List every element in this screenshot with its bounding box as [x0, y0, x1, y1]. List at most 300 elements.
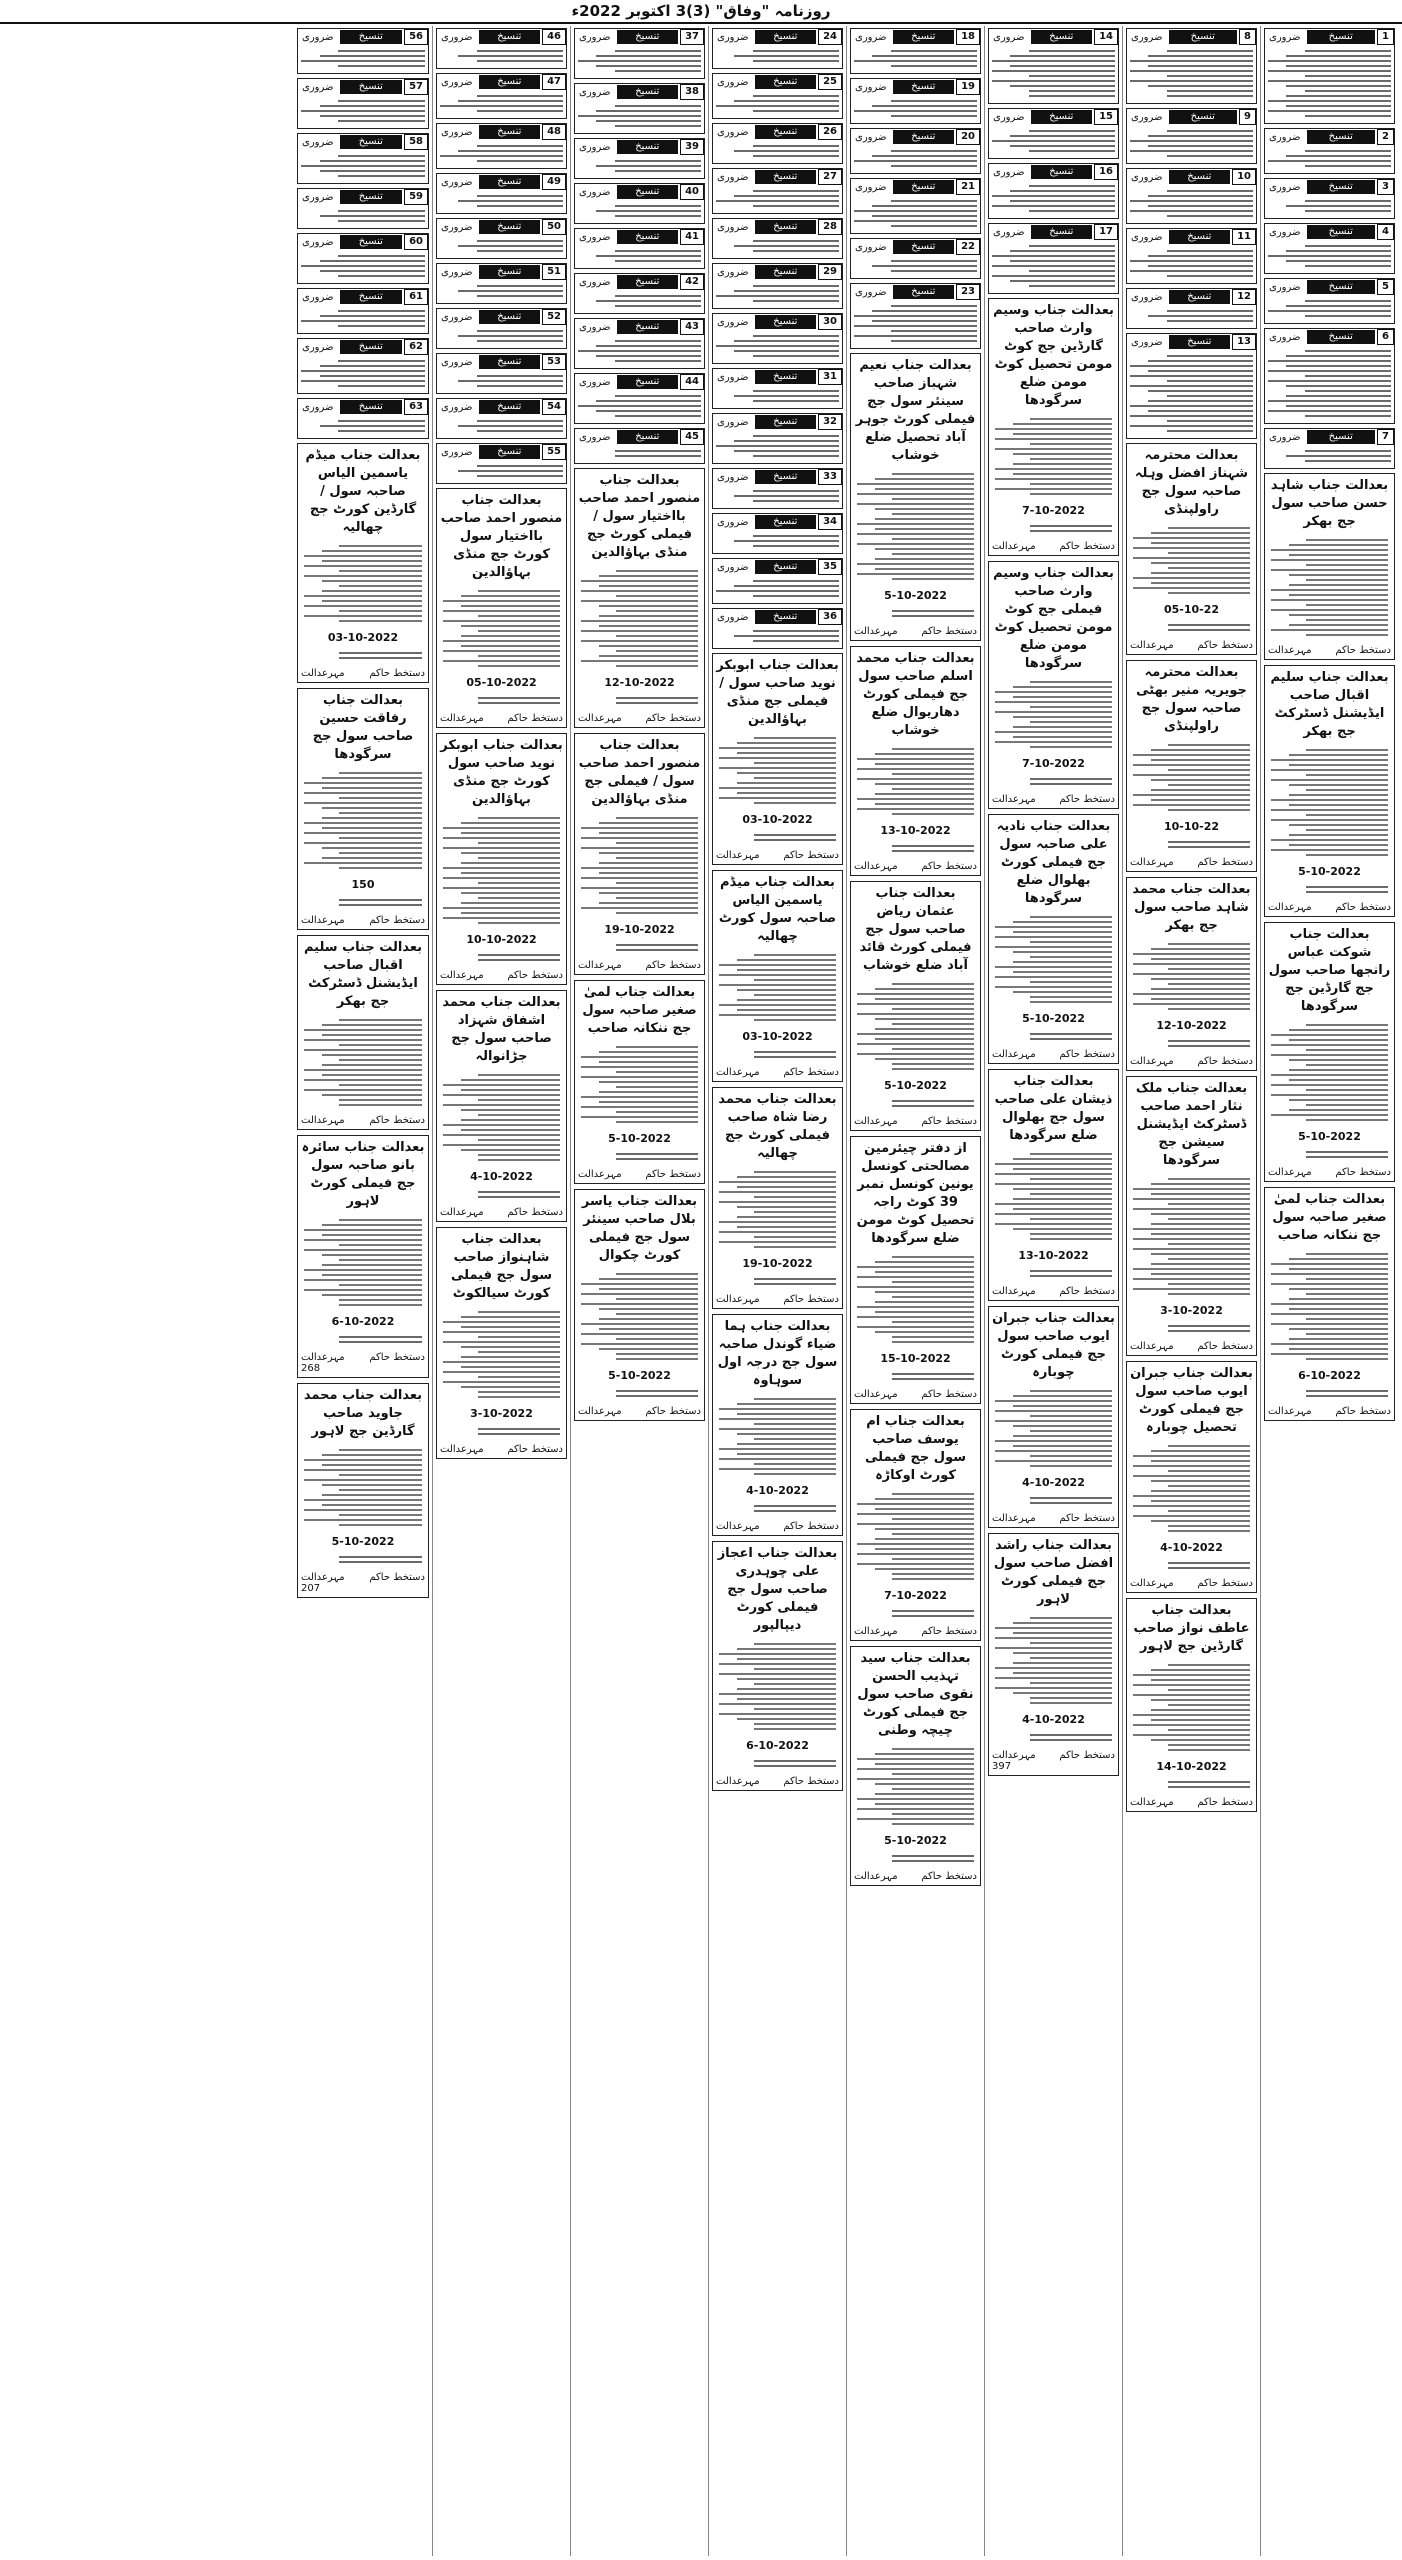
text-line: [1130, 270, 1253, 272]
text-line: [1168, 809, 1250, 811]
text-line: [338, 175, 425, 177]
text-line: [875, 1528, 974, 1530]
text-line: [477, 195, 563, 197]
text-line: [995, 1400, 1112, 1402]
text-line: [1289, 824, 1388, 826]
ad-label: تنسیخ: [1307, 330, 1376, 344]
text-line: [857, 1818, 974, 1820]
text-line: [1168, 1485, 1250, 1487]
text-line: [458, 245, 563, 247]
text-lines: [298, 250, 428, 283]
text-line: [599, 585, 698, 587]
text-lines: [992, 911, 1115, 1009]
notice-body: [716, 732, 839, 810]
ad-number: 1: [1377, 29, 1394, 45]
text-line: [1151, 532, 1250, 534]
text-line: [1133, 1465, 1250, 1467]
ad-label: تنسیخ: [755, 220, 817, 234]
text-line: [339, 867, 422, 869]
text-line: [875, 1568, 974, 1570]
text-line: [320, 115, 425, 117]
text-line: [443, 907, 560, 909]
text-line: [581, 1056, 698, 1058]
text-line: [304, 595, 422, 597]
text-line: [1306, 1278, 1388, 1280]
text-line: [995, 1450, 1112, 1452]
judge-signature: دستخط حاکم: [645, 960, 701, 971]
court-notice: [1126, 877, 1257, 1071]
text-line: [478, 1154, 560, 1156]
classified-ad: [1264, 428, 1395, 469]
text-line: [857, 1543, 974, 1545]
notice-title: بعدالت جناب نادیہ علی صاحبہ سول جج فیملی کورٹ بھلوال ضلع سرگودھا: [996, 819, 1111, 906]
text-line: [339, 1084, 422, 1086]
text-lines: [301, 767, 425, 875]
text-line: [1030, 1697, 1112, 1699]
text-line: [322, 807, 422, 809]
text-line: [1167, 250, 1253, 252]
text-line: [1306, 1395, 1388, 1397]
classified-ad: [436, 443, 567, 484]
text-line: [753, 435, 839, 437]
text-line: [581, 1096, 698, 1098]
text-lines: [437, 235, 566, 258]
notice-title: بعدالت جناب منصور احمد صاحب سول / فیملی جج منڈی بہاؤالدین: [578, 738, 701, 807]
text-line: [1289, 1288, 1388, 1290]
text-line: [338, 220, 425, 222]
signature-row: [716, 1776, 839, 1787]
text-line: [995, 1667, 1112, 1669]
text-line: [616, 912, 698, 914]
text-line: [875, 568, 974, 570]
text-line: [734, 55, 839, 57]
text-line: [599, 1061, 698, 1063]
text-line: [461, 1119, 560, 1121]
text-line: [301, 320, 425, 322]
notice-title: بعدالت جناب سید تہذیب الحسن نقوی صاحب سول جج فیملی کورٹ چیچہ وطنی: [857, 1651, 974, 1738]
ad-label-alt: ضروری: [717, 266, 749, 278]
text-line: [737, 959, 836, 961]
text-line: [753, 400, 839, 402]
ad-label-alt: ضروری: [1269, 31, 1301, 43]
text-line: [1268, 70, 1391, 72]
text-line: [458, 200, 563, 202]
notice-title: بعدالت جناب ملک نثار احمد صاحب ڈسٹرکٹ ایڈیشنل سیشن جج سرگودھا: [1135, 1081, 1248, 1168]
text-line: [322, 1294, 422, 1296]
ad-number: 21: [956, 179, 980, 195]
text-line: [1168, 1781, 1250, 1783]
judge-signature: دستخط حاکم: [783, 1294, 839, 1305]
text-line: [581, 847, 698, 849]
text-line: [338, 360, 425, 362]
judge-signature: دستخط حاکم: [369, 915, 425, 926]
classified-ad: [436, 73, 567, 119]
hearing-date: 3-10-2022: [1160, 1304, 1223, 1317]
text-line: [1167, 155, 1253, 157]
text-line: [1013, 423, 1112, 425]
text-line: [599, 1278, 698, 1280]
text-line: [1133, 963, 1250, 965]
hearing-date: 5-10-2022: [884, 589, 947, 602]
text-line: [1168, 1445, 1250, 1447]
text-lines: [440, 812, 563, 930]
classified-ad: [850, 283, 981, 349]
ad-label: تنسیخ: [1169, 110, 1238, 124]
text-lines: [713, 90, 842, 118]
text-line: [1151, 998, 1250, 1000]
text-line: [1268, 410, 1391, 412]
text-line: [1013, 1672, 1112, 1674]
notice-title: بعدالت جناب لمیٰ صغیر صاحبہ سول جج ننکانہ صاحب: [1272, 1192, 1387, 1243]
court-seal: مہرعدالت: [578, 960, 622, 971]
text-line: [719, 1181, 836, 1183]
court-seal: مہرعدالت: [1268, 645, 1312, 656]
text-line: [461, 1109, 560, 1111]
text-line: [734, 350, 839, 352]
text-line: [1133, 547, 1250, 549]
text-line: [1151, 1669, 1250, 1671]
text-line: [1151, 1500, 1250, 1502]
text-line: [339, 1489, 422, 1491]
text-line: [1271, 1094, 1388, 1096]
text-line: [734, 540, 839, 542]
classified-ad: [297, 78, 429, 129]
text-line: [753, 110, 839, 112]
text-line: [1271, 809, 1388, 811]
signature-row: [440, 1207, 563, 1218]
text-line: [892, 1023, 974, 1025]
ad-label-alt: ضروری: [441, 401, 473, 413]
text-line: [339, 1044, 422, 1046]
judge-signature: دستخط حاکم: [1059, 1286, 1115, 1297]
ad-label: تنسیخ: [340, 340, 403, 354]
notice-title: بعدالت جناب ہما ضیاء گوندل صاحبہ سول جج درجہ اول سوہاوہ: [717, 1319, 838, 1388]
text-line: [995, 1677, 1112, 1679]
ad-label-alt: ضروری: [579, 376, 611, 388]
text-line: [1030, 1001, 1112, 1003]
hearing-date: 5-10-2022: [884, 1834, 947, 1847]
text-line: [1306, 749, 1388, 751]
ad-label: تنسیخ: [1169, 230, 1231, 244]
text-line: [1151, 1520, 1250, 1522]
text-line: [581, 1076, 698, 1078]
text-line: [320, 160, 425, 162]
text-line: [1306, 604, 1388, 606]
text-line: [753, 490, 839, 492]
classifieds-grid: [4, 26, 1398, 2556]
hearing-date: 03-10-2022: [327, 631, 399, 644]
text-line: [734, 635, 839, 637]
text-line: [754, 979, 836, 981]
text-lines: [854, 1488, 977, 1586]
court-seal: مہرعدالت: [301, 1352, 345, 1363]
text-lines: [1268, 1385, 1391, 1403]
text-line: [1271, 569, 1388, 571]
text-line: [599, 862, 698, 864]
text-line: [1148, 65, 1253, 67]
text-line: [322, 1094, 422, 1096]
text-line: [854, 220, 977, 222]
ad-header: [851, 239, 980, 255]
text-line: [616, 944, 698, 946]
ad-label: تنسیخ: [893, 130, 955, 144]
text-line: [616, 570, 698, 572]
text-line: [458, 380, 563, 382]
text-line: [892, 1068, 974, 1070]
ad-label-alt: ضروری: [579, 431, 611, 443]
text-line: [1013, 961, 1112, 963]
ad-header: [298, 134, 428, 150]
notice-number: 268: [301, 1363, 321, 1374]
notice-body: [301, 1444, 425, 1532]
court-notice: [574, 468, 705, 728]
ad-label: تنسیخ: [1169, 170, 1231, 184]
text-lines: [578, 1148, 701, 1166]
signature-row: [301, 915, 425, 926]
text-line: [875, 998, 974, 1000]
text-line: [1133, 1248, 1250, 1250]
text-line: [1030, 681, 1112, 683]
ad-number: 27: [818, 169, 842, 185]
court-seal: مہرعدالت: [854, 1626, 898, 1637]
text-line: [1030, 1275, 1112, 1277]
text-line: [478, 702, 560, 704]
text-line: [875, 548, 974, 550]
hearing-date: 5-10-2022: [884, 1079, 947, 1092]
court-notice: [436, 488, 567, 728]
text-lines: [716, 1755, 839, 1773]
text-lines: [713, 430, 842, 463]
ad-header: [437, 219, 566, 235]
text-line: [1271, 1353, 1388, 1355]
court-notice: [850, 881, 981, 1131]
text-line: [754, 1211, 836, 1213]
ad-label: تنسیخ: [1307, 280, 1376, 294]
text-line: [753, 95, 839, 97]
text-line: [1306, 579, 1388, 581]
text-line: [737, 1718, 836, 1720]
text-line: [1289, 1059, 1388, 1061]
ad-label-alt: ضروری: [717, 126, 749, 138]
classified-ad: [436, 398, 567, 439]
text-line: [737, 1216, 836, 1218]
text-line: [461, 625, 560, 627]
ad-number: 24: [818, 29, 842, 45]
text-line: [1167, 420, 1253, 422]
text-line: [719, 1663, 836, 1665]
text-lines: [713, 280, 842, 308]
ad-number: 52: [542, 309, 566, 325]
ad-header: [1127, 109, 1256, 125]
text-line: [737, 752, 836, 754]
text-line: [995, 1213, 1112, 1215]
text-line: [992, 195, 1115, 197]
text-line: [1010, 85, 1115, 87]
text-line: [1133, 804, 1250, 806]
column-5: [708, 26, 846, 2556]
court-seal: مہرعدالت: [992, 794, 1036, 805]
text-lines: [575, 200, 704, 223]
notice-title: بعدالت جناب سلیم اقبال صاحب ایڈیشنل ڈسٹرکٹ جج بھکر: [1270, 670, 1389, 739]
ad-label-alt: ضروری: [1131, 31, 1163, 43]
text-line: [875, 528, 974, 530]
judge-signature: دستخط حاکم: [783, 850, 839, 861]
hearing-date: 05-10-2022: [466, 676, 537, 689]
ad-label-alt: ضروری: [855, 81, 887, 93]
text-line: [1133, 1198, 1250, 1200]
text-line: [892, 1615, 974, 1617]
text-line: [1289, 1109, 1388, 1111]
text-line: [753, 455, 839, 457]
text-line: [1289, 584, 1388, 586]
notice-title: بعدالت جناب محمد اسلم صاحب سول جج فیملی کورٹ دھاریوال ضلع خوشاب: [856, 651, 975, 738]
text-line: [1013, 1622, 1112, 1624]
text-line: [857, 758, 974, 760]
court-notice: [297, 1383, 429, 1598]
text-line: [719, 757, 836, 759]
text-line: [1168, 1689, 1250, 1691]
text-line: [857, 1778, 974, 1780]
notice-title: بعدالت جناب محمد اشفاق شہزاد صاحب سول جج جڑانوالہ: [442, 995, 561, 1064]
hearing-date: 6-10-2022: [1298, 1369, 1361, 1382]
notice-title: بعدالت جناب رفاقت حسین صاحب سول جج سرگودھا: [312, 693, 414, 762]
notice-body: [854, 1251, 977, 1349]
classified-ad: [1126, 333, 1257, 439]
text-lines: [716, 732, 839, 810]
text-line: [1133, 1455, 1250, 1457]
text-line: [478, 882, 560, 884]
text-line: [1306, 774, 1388, 776]
signature-row: [1130, 1578, 1253, 1589]
ad-label: تنسیخ: [755, 610, 817, 624]
court-seal: مہرعدالت: [992, 541, 1036, 552]
court-seal: مہرعدالت: [1268, 902, 1312, 913]
text-line: [1306, 891, 1388, 893]
ad-label-alt: ضروری: [993, 166, 1025, 178]
text-line: [992, 265, 1115, 267]
signature-row: [716, 1067, 839, 1078]
ad-number: 48: [542, 124, 566, 140]
ad-label-alt: ضروری: [1131, 231, 1163, 243]
text-line: [1030, 1033, 1112, 1035]
ad-number: 22: [956, 239, 980, 255]
judge-signature: دستخط حاکم: [1335, 902, 1391, 913]
text-line: [857, 1513, 974, 1515]
text-line: [1030, 1702, 1112, 1704]
judge-signature: دستخط حاکم: [507, 1444, 563, 1455]
classified-ad: [850, 178, 981, 234]
text-lines: [989, 45, 1118, 103]
ad-label-alt: ضروری: [1131, 336, 1163, 348]
text-line: [753, 640, 839, 642]
text-line: [1271, 599, 1388, 601]
hearing-date: 03-10-2022: [742, 813, 813, 826]
text-line: [1130, 60, 1253, 62]
ad-header: [1265, 179, 1394, 195]
text-line: [304, 615, 422, 617]
text-line: [461, 892, 560, 894]
text-line: [1030, 493, 1112, 495]
text-line: [1029, 130, 1115, 132]
text-line: [857, 503, 974, 505]
text-line: [1133, 764, 1250, 766]
text-line: [995, 478, 1112, 480]
text-line: [478, 655, 560, 657]
text-line: [1148, 370, 1253, 372]
court-notice: [1126, 1361, 1257, 1593]
text-line: [599, 1318, 698, 1320]
text-line: [1168, 1330, 1250, 1332]
judge-signature: دستخط حاکم: [1335, 1167, 1391, 1178]
court-seal: مہرعدالت: [1130, 1578, 1174, 1589]
text-line: [581, 660, 698, 662]
text-lines: [440, 1306, 563, 1404]
text-line: [1030, 916, 1112, 918]
text-line: [1133, 1228, 1250, 1230]
text-line: [995, 1687, 1112, 1689]
text-line: [616, 817, 698, 819]
text-lines: [437, 415, 566, 438]
text-line: [339, 1019, 422, 1021]
text-line: [1167, 395, 1253, 397]
text-line: [478, 897, 560, 899]
text-line: [1030, 996, 1112, 998]
text-line: [891, 260, 977, 262]
signature-row: [992, 794, 1115, 805]
signature-row: [716, 850, 839, 861]
text-line: [719, 1693, 836, 1695]
text-line: [754, 1246, 836, 1248]
ad-header: [1265, 129, 1394, 145]
ad-label-alt: ضروری: [579, 86, 611, 98]
text-line: [1289, 1268, 1388, 1270]
ad-header: [437, 29, 566, 45]
text-line: [995, 1223, 1112, 1225]
judge-signature: دستخط حاکم: [1059, 1750, 1115, 1761]
ad-header: [713, 414, 842, 430]
signature-row: [440, 1444, 563, 1455]
text-line: [857, 573, 974, 575]
text-line: [1133, 1288, 1250, 1290]
text-line: [1151, 988, 1250, 990]
text-line: [1271, 839, 1388, 841]
text-line: [737, 1698, 836, 1700]
text-line: [857, 1758, 974, 1760]
text-line: [320, 365, 425, 367]
text-line: [857, 483, 974, 485]
text-line: [737, 1413, 836, 1415]
text-line: [753, 535, 839, 537]
text-line: [581, 1293, 698, 1295]
ad-label: تنسیخ: [755, 415, 817, 429]
text-line: [754, 954, 836, 956]
text-lines: [1268, 1248, 1391, 1366]
text-line: [320, 270, 425, 272]
text-line: [857, 523, 974, 525]
text-line: [1289, 614, 1388, 616]
text-line: [301, 370, 425, 372]
text-line: [754, 1171, 836, 1173]
signature-row: [854, 1871, 977, 1882]
hearing-date: 12-10-2022: [1156, 1019, 1227, 1032]
text-line: [1289, 554, 1388, 556]
text-lines: [1265, 295, 1394, 323]
text-line: [599, 575, 698, 577]
text-line: [1271, 779, 1388, 781]
column-8: [294, 26, 432, 2556]
text-line: [892, 1773, 974, 1775]
text-lines: [851, 145, 980, 173]
